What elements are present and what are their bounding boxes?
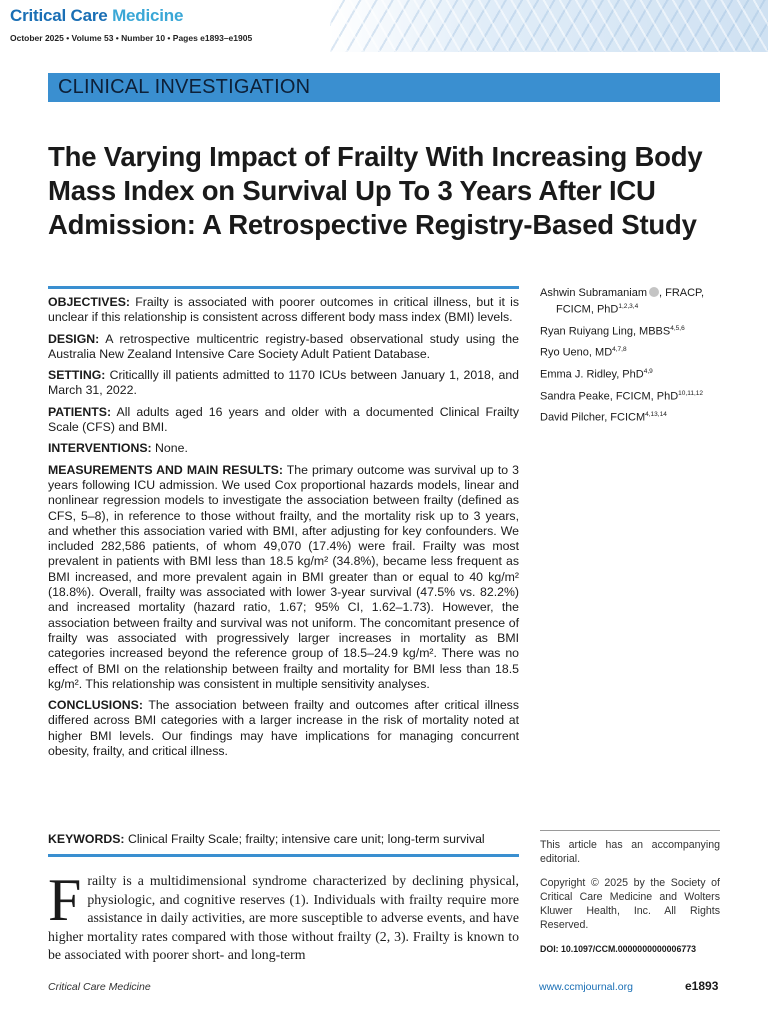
author-affiliations: 4,5,6: [670, 324, 685, 332]
abstract-label: MEASUREMENTS AND MAIN RESULTS:: [48, 462, 283, 477]
author-name: Sandra Peake, FCICM, PhD: [540, 390, 679, 403]
abstract: [48, 295, 519, 765]
abstract-text: The primary outcome was survival up to 3 years following ICU admission. We used Cox proportional hazards models, linear and nonlinear regression models to investigate the association between frailty (defined as CFS, 5–8), in reference to those without frailty, and the mortality risk up to 3 years, and whether this association varied with BMI, after adjusting for key confounders. We included 282,586 patients, of whom 49,070 (17.4%) were frail. Frailty was most prevalent in patients with BMI less than 18.5 kg/m² (34.8%), became less frequent as BMI increased, and more prevalent again in BMI greater than or equal to 40 kg/m² (18.8%). Overall, frailty was associated with lower 3-year survival (47.5% vs. 82.2%) and increased mortality (hazard ratio, 1.67; 95% CI, 1.62–1.73). However, the association between frailty and survival was not uniform. The concomitant presence of frailty was associated with progressively larger increases in mortality as BMI categories increased beyond the reference group of 18.5–24.9 kg/m². There was no effect of BMI on the relationship between frailty and mortality for BMI less than 18.5 kg/m². This relationship was consistent in multiple sensitivity analyses.: [48, 462, 519, 691]
author[interactable]: [540, 408, 730, 425]
page-number: e1893: [685, 979, 719, 993]
abstract-results: [48, 463, 519, 692]
author-affiliations: 4,9: [643, 367, 653, 375]
author-affiliations: 10,11,12: [678, 389, 703, 397]
author-affiliations: 4,13,14: [645, 411, 667, 419]
editorial-note: This article has an accompanying editorial.: [540, 839, 720, 865]
article-body: [48, 867, 519, 965]
keywords-label: KEYWORDS:: [48, 832, 125, 846]
masthead-pattern: [330, 0, 768, 52]
abstract-conclusions: [48, 698, 519, 759]
abstract-top-rule: [48, 286, 519, 289]
orcid-icon[interactable]: [649, 287, 659, 297]
author-name: David Pilcher, FCICM: [540, 411, 646, 424]
journal-name-part2: Medicine: [112, 6, 184, 25]
abstract-text: None.: [155, 441, 188, 456]
author-affiliations: 1,2,3,4: [618, 303, 639, 310]
author[interactable]: [540, 286, 730, 317]
abstract-text: Frailty is associated with poorer outcomes in critical illness, but it is unclear if this relationship is consistent across different body mass index (BMI) levels.: [48, 295, 519, 325]
keywords: [48, 832, 519, 847]
dropcap: F: [48, 867, 82, 933]
author[interactable]: [540, 343, 730, 360]
abstract-text: A retrospective multicentric registry-based observational study using the Australia New Zealand Intensive Care Society Adult Patient Database.: [48, 331, 519, 361]
author-list: [540, 286, 730, 430]
author[interactable]: [540, 387, 730, 404]
author[interactable]: [540, 322, 730, 339]
issue-info: October 2025 • Volume 53 • Number 10 • Pages e1893–e1905: [10, 33, 253, 43]
journal-name-part1: Critical Care: [10, 6, 108, 25]
author-degrees-line2: FCICM, PhD: [556, 303, 619, 316]
abstract-text: Criticallly ill patients admitted to 1170 ICUs between January 1, 2018, and March 31, 2022.: [48, 368, 519, 398]
footer-journal: Critical Care Medicine: [48, 981, 151, 993]
article-title: The Varying Impact of Frailty With Increasing Body Mass Index on Survival Up To 3 Years After ICU Admission: A Retrospective Registry-Based Study: [48, 141, 703, 240]
abstract-label: CONCLUSIONS:: [48, 698, 143, 713]
section-banner: CLINICAL INVESTIGATION: [48, 73, 720, 102]
abstract-label: PATIENTS:: [48, 404, 112, 419]
author-degrees: , FRACP,: [659, 287, 705, 299]
doi-link[interactable]: DOI: 10.1097/CCM.0000000000006773: [540, 944, 697, 954]
author-affiliations: 4,7,8: [612, 346, 627, 354]
body-paragraph: railty is a multidimensional syndrome characterized by declining physical, physiologic, and cognitive reserves (1). Individuals with frailty require more assistance in daily activities, are more susceptible to adverse events, and have higher mortality rates compared with those without frailty (2, 3). Frailty is known to be associated with poorer short- and long-term: [48, 873, 519, 962]
author-name: Ashwin Subramaniam: [540, 287, 647, 299]
abstract-label: SETTING:: [48, 368, 106, 383]
abstract-text: The association between frailty and outcomes after critical illness differed across BMI categories with a larger increase in the risk of mortality noted at higher BMI levels. Our findings may have implications for managing concurrent obesity, frailty, and critical illness.: [48, 698, 519, 759]
keywords-text: Clinical Frailty Scale; frailty; intensive care unit; long-term survival: [127, 832, 485, 846]
abstract-design: [48, 332, 519, 363]
sidebar: [540, 838, 720, 966]
journal-name[interactable]: [10, 6, 183, 26]
masthead: [0, 0, 768, 52]
author-degrees-continued: [540, 300, 730, 317]
author-name: Ryan Ruiyang Ling, MBBS: [540, 325, 671, 338]
copyright: Copyright © 2025 by the Society of Critical Care Medicine and Wolters Kluwer Health, Inc. All Rights Reserved.: [540, 877, 720, 931]
abstract-objectives: [48, 295, 519, 326]
abstract-text: All adults aged 16 years and older with a documented Clinical Frailty Scale (CFS) and BMI.: [48, 404, 519, 435]
abstract-label: DESIGN:: [48, 331, 100, 346]
sidebar-rule: [540, 830, 720, 831]
author[interactable]: [540, 365, 730, 382]
abstract-interventions: [48, 441, 519, 456]
footer-url-link[interactable]: www.ccmjournal.org: [539, 981, 633, 993]
abstract-label: OBJECTIVES:: [48, 295, 130, 309]
abstract-label: INTERVENTIONS:: [48, 441, 152, 456]
author-name: Ryo Ueno, MD: [540, 346, 613, 359]
keywords-bottom-rule: [48, 854, 519, 857]
abstract-patients: [48, 405, 519, 436]
author-name: Emma J. Ridley, PhD: [540, 368, 644, 381]
abstract-setting: [48, 368, 519, 399]
